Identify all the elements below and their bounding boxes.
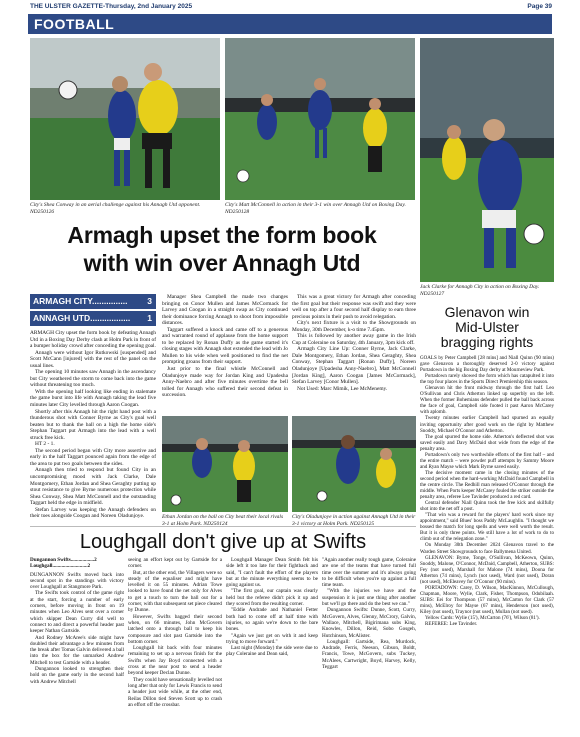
paragraph: The Swifts took control of the game right at the start, forcing a number of early corners, before moving in front on 19 minutes when Leo Alves sent over a corner which skipper Dean Curry did well to connect to and direct a powerful header past keeper Nathan Gartside.: [30, 590, 124, 635]
story-headline: Loughgall don't give up at Swifts: [79, 531, 367, 553]
story-headline: [30, 221, 414, 277]
paragraph: Portadown rarely showed the form which has catapulted it into the top four places in the Sports Direct Premiership this season.: [420, 373, 554, 386]
paragraph: PORTADOWN: Carey, D. Wilson, MacKinnon, McCullough, Chapman, Moore, Wylie, Clark, Fisher, Thompson, Odubilaah. SUBS: Eei for Thompson (57 mins), McCarton for Clark (57 mins), McElroy for Mayse (67 mins), Henderson (not used), Kiley (not used), Traynor (not used), Mullan (not used).: [420, 584, 554, 615]
paragraph: And Rodney McAree's side might have doubled their advantage a few minutes from the break after Tomas Galvin delivered a ball into the box for the unmarked Andrew Mitchell to test Gartside with a header.: [30, 634, 124, 666]
story-column: [226, 557, 318, 658]
football-action-image: [292, 416, 416, 512]
paragraph: REFEREE: Lee Tavinder.: [425, 621, 478, 628]
paragraph: The decisive moment came in the closing minutes of the second period when the hard-working McDaid found Campbell in the centre circle. The Redhill man released O'Connor through the middle. When Ports keeper McCarey fouled the striker outside the penalty area, referee Lee Tavinder produced a red card.: [420, 469, 554, 501]
score-line: Loughgall...........................2: [30, 563, 91, 570]
paragraph: The opening 10 minutes saw Annagh in the ascendancy but City weathered the storm to come back into the game without threatening too much.: [30, 369, 156, 389]
score-line: Dungannon Swifts..................2: [30, 557, 97, 563]
divider: [30, 526, 416, 527]
paragraph: "With the injuries we have and the suspension it is just one thing after another but we'll go there and do the best we can.": [322, 588, 416, 608]
team-name: ARMAGH CITY...............: [33, 296, 128, 306]
football-action-image: [30, 38, 220, 200]
paragraph: This is followed by another away game in the Irish Cup at Coleraine on Saturday, 4th January, 3pm kick off.: [292, 333, 416, 346]
photo-caption: Ethan Jordan on the ball on City beat their local rivals 3-1 at Holm Park. ND250124: [162, 514, 284, 527]
section-title: FOOTBALL: [34, 16, 115, 32]
page-number: Page 39: [527, 3, 552, 10]
paragraph: Twenty minutes earlier Campbell had spurned an equally inviting opportunity after good work on the right by Matthew Snoddy, Michael O'Connor and Atherton.: [420, 415, 554, 434]
headline-line: Glenavon win: [444, 304, 530, 320]
story-column: [128, 557, 222, 708]
paragraph: Not Used: Marc Mimik, Lee McMenemy.: [297, 385, 388, 392]
story-headline: [420, 305, 554, 350]
paragraph: However, Swifts bagged their second when, on 66 minutes, John McGovern latched onto a through ball to keep his composure and slot past Gartside into the bottom corner.: [128, 613, 222, 645]
paragraph: GLENAVON: Byrne, Tonge, O'Sullivan, McKeown, Quinn, Snoddy, Malone, O'Connor, McDaid, Campbell, Atherton, SUBS: Fey (not used), Marshall for Malone (74 mins), Doona for Atherton (74 mins), Lynch (not used), Ward (not used), Doran (not used), McEleavey for O'Connor (90 mins).: [420, 554, 554, 585]
paragraph: "Again we just get on with it and keep trying to move forward.": [226, 632, 318, 645]
paragraph: Glenavon hit the front midway through the first half. Leo O'Sullivan and Chris Atherton linked up superbly on the left. When the former Bohemians defender pulled the ball back across the face of goal, Campbell side footed it past Aaron McCarey with aplomb.: [420, 385, 554, 416]
story-column: [30, 557, 124, 685]
paragraph: Manager Shea Campbell the made two changes bringing on Conor Mullen and James McCormack for Larvey and Coogan in a straight swap as City continued their dominance forcing Annagh to shoot from impossible distances.: [162, 294, 288, 327]
paragraph: Portadown's only two worthwhile efforts of the first half – and the entire match – were powder puff attempts by Sammy Moore and Ryan Mayse which Mark Byrne saved easily.: [420, 451, 554, 470]
paragraph: "Again another really tough game, Coleraine are one of the teams that have turned full time over the summer and it's always going to be difficult when you're up against a full time team.: [322, 557, 416, 589]
paragraph: Loughgall Manager Dean Smith felt his side left it too late for their fightback and said, "I can't fault the effort of the players but at the minute everything seems to be going against us.: [226, 557, 318, 589]
football-action-image: [162, 416, 288, 512]
paragraph: Yellow Cards: Wylie (15'), McCarton (76'), Wilson (81').: [425, 615, 540, 622]
photo-caption: City's Shea Conway in an aerial challenge against his Annagh Utd opponent. ND250126: [30, 202, 201, 215]
paragraph: The second period began with City more assertive and early in the half Taggart pounced again from the edge of the area to put two goals between the sides.: [30, 447, 156, 467]
team-name: ANNAGH UTD.................: [33, 313, 131, 323]
story-column: [162, 294, 288, 399]
paragraph: DUNGANNON Swifts moved back into second spot in the standings with victory over Loughgall at Stangmore Park.: [30, 571, 124, 591]
paragraph: Loughgall hit back with four minutes remaining to set up a nervous finish for the Swifts when Jay Boyd connected with a cross at the near post to send a header beyond keeper Declan Dunne.: [128, 645, 222, 677]
score-armagh-city: [30, 294, 156, 309]
paragraph: City's next fixture is a visit to the Showgrounds on Monday, 30th December, k-o time 7.45pm.: [292, 320, 416, 333]
section-banner: [28, 14, 552, 34]
paragraph: Just prior to the final whistle McConnell and Oladunjoye made way for Jordan King and Upadesha Anny-Naebro and after five minutes overtime the bell tolled for Annagh who suffered their second defeat in succession.: [162, 366, 288, 399]
paragraph: "That win was a reward for the players' hard work since my appointment," said Blues' boss Paddy McLaughlin. "I thought we bossed the match for long spells and were well worth the result. But it is only three points. We still have a lot of work to do to climb out of the relegation zone.": [420, 512, 554, 543]
photo-caption: City's Matt McConnell in action in their 3-1 win over Annagh Utd on Boxing Day. ND250128: [225, 202, 406, 215]
paragraph: Armagh City Line Up: Conner Byrne, Jack Clarke, Dale Montgomery, Ethan Jordan, Shea Geraghty, Shea Conway, Stephan Taggart [Ronan Duffy], Noreen Oladunjoye [Upadesha Anny-Naebro], Matt McConnell [Jordan King], Aaron Coogan [James McCormack], Stefan Larvey [Conor Mullen].: [292, 346, 416, 386]
paragraph: Taggart suffered a knock and came off to a generous and warranted round of applause from the home support to be replaced by Ronan Duffy as the game started it's closing stages with Annagh shot extended the lead with Jo Mullen to his wide when well positioned to find the net prompting groans from their support.: [162, 326, 288, 366]
paragraph: This was a great victory for Armagh after conceding the first goal but their response was swift and they were well on top after a four second half display to earn three precious points in their push to avoid relegation.: [292, 294, 416, 320]
paragraph: But, at the other end, the Villagers were so steady of the equaliser and might have levelled it on 55 minutes. Adrian Towe looked to have found the net only for Alves to get a touch to turn the ball out for a corner, with that subsequent set piece cleared by Dunne.: [128, 569, 222, 614]
story-column: [30, 330, 156, 520]
page-header: [0, 0, 580, 14]
paragraph: seeing an effort kept out by Gartside for a corner.: [128, 557, 222, 570]
team-score: 1: [147, 313, 152, 323]
photo-matt-mcconnell: [225, 38, 415, 200]
story-column: [292, 294, 416, 392]
paragraph: The goal spurred the home side. Atherton's deflected shot was saved easily and Davy McDaid shot wide from the edge of the penalty area.: [420, 433, 554, 452]
team-score: 3: [147, 296, 152, 306]
paragraph: Loughgall: Gartside, Rea, Murdock, Andrade, Ferris, Neeson, Gibson, Boldt, Francis, Towe, McGovern, subs Tuckey, McAlees, Cartwright, Boyd, Harvey, Kelly, Teggart: [322, 638, 416, 671]
paragraph: Stefan Larvey was keeping the Annagh defenders on their toes alongside Coogan and Noreen Oladunjoye.: [30, 506, 156, 520]
paragraph: Dungannon Swifts: Dunne, Scott, Curry, McGovern, Alves, Glenny, McCrory, Galvin, Wallace, Mitchell, Bigirimana subs King, Knowles, Dillon, Reid, Sobo Gosgeh, Hutchinson, McAlister.: [322, 607, 416, 639]
paragraph: Dungannon looked to strengthen their hold on the game early in the second half with Andrew Mitchell: [30, 666, 124, 685]
paragraph: Central defender Niall Quinn took the free kick and skilfully shot into the net off a post.: [420, 500, 554, 513]
paragraph: HT 2 - 1.: [35, 441, 55, 448]
photo-shea-conway: [30, 38, 220, 200]
paragraph: Annagh then tried to respond but found City in an uncompromising mood with Jack Clarke, Dale Montgomery, Ethan Jordan and Shea Geraghty putting up stout resistance to give Byrne numerous protection while Shea Conway, Shea Matt McConnell and the outstanding Taggart held the edge in midfield.: [30, 467, 156, 507]
paragraph: "The first goal, our captain was clearly held but the referee didn't pick it up and they scored from the resulting corner.: [226, 588, 318, 608]
paragraph: On Monday 30th December 2024 Glenavon travel to the Warden Street Showgrounds to face Ballymena United.: [420, 542, 554, 555]
headline-line: Armagh upset the form book: [67, 222, 377, 248]
football-action-image: [225, 38, 415, 200]
photo-oladunjoye: [292, 416, 416, 512]
publication-date: THE ULSTER GAZETTE-Thursday, 2nd January 2025: [30, 3, 193, 10]
paragraph: Annagh were without Igor Rutkowski [suspended] and Scott McCann [injured] with the rest of the panel on the usual lines.: [30, 349, 156, 369]
football-action-image: [420, 38, 554, 282]
paragraph: With the opening half looking like ending in stalemate the game burst into life with Annagh taking the lead five minutes later City levelled through Aaron Coogan.: [30, 388, 156, 409]
headline-line: with win over Annagh Utd: [83, 250, 361, 276]
headline-line: bragging rights: [440, 334, 534, 350]
story-column: [322, 557, 416, 670]
photo-jack-clarke: [420, 38, 554, 282]
photo-ethan-jordan: [162, 416, 288, 512]
story-column: [420, 355, 554, 627]
paragraph: Last night (Monday) the side were due to play Coleraine and Dean said,: [226, 645, 318, 658]
paragraph: They could have sensationally levelled not long after that only for Lewis Francis to send a header just wide while, at the other end, Reilas Dillon tied Steven Scott up to crash an effort off the crossbar.: [128, 676, 222, 708]
paragraph: ARMAGH City upset the form book by defeating Annagh Utd in a Boxing Day Derby clash at Holm Park in front of a bumper holiday crowd after conceding the opening goal.: [30, 330, 156, 350]
score-annagh-utd: [30, 311, 156, 326]
paragraph: GOALS by Peter Campbell [28 mins] and Niall Quinn (90 mins) gave Glenavon a thoroughly deserved 2-0 victory against Portadown in the big Boxing Day derby at Mourneview Park.: [420, 355, 554, 374]
paragraph: "Eddie Andrade and Nathaniel Fetter both had to come off at half time with injuries, so again we're down to the bare bones.: [226, 607, 318, 633]
photo-caption: City's Oladunjoye in action against Annagh Utd in their 3-1 victory at Holm Park. ND250125: [292, 514, 416, 527]
paragraph: Shortly after this Annagh hit the right hand post with a thunderous shot with Conner Byrne as City's goal well beaten but to thank the ball on a high the home side's Stephan Taggart put Armagh into the lead with a well struck free kick.: [30, 408, 156, 441]
headline-line: Mid-Ulster: [455, 319, 519, 335]
photo-caption: Jack Clarke for Annagh City in action on Boxing Day. ND250127: [420, 284, 540, 297]
